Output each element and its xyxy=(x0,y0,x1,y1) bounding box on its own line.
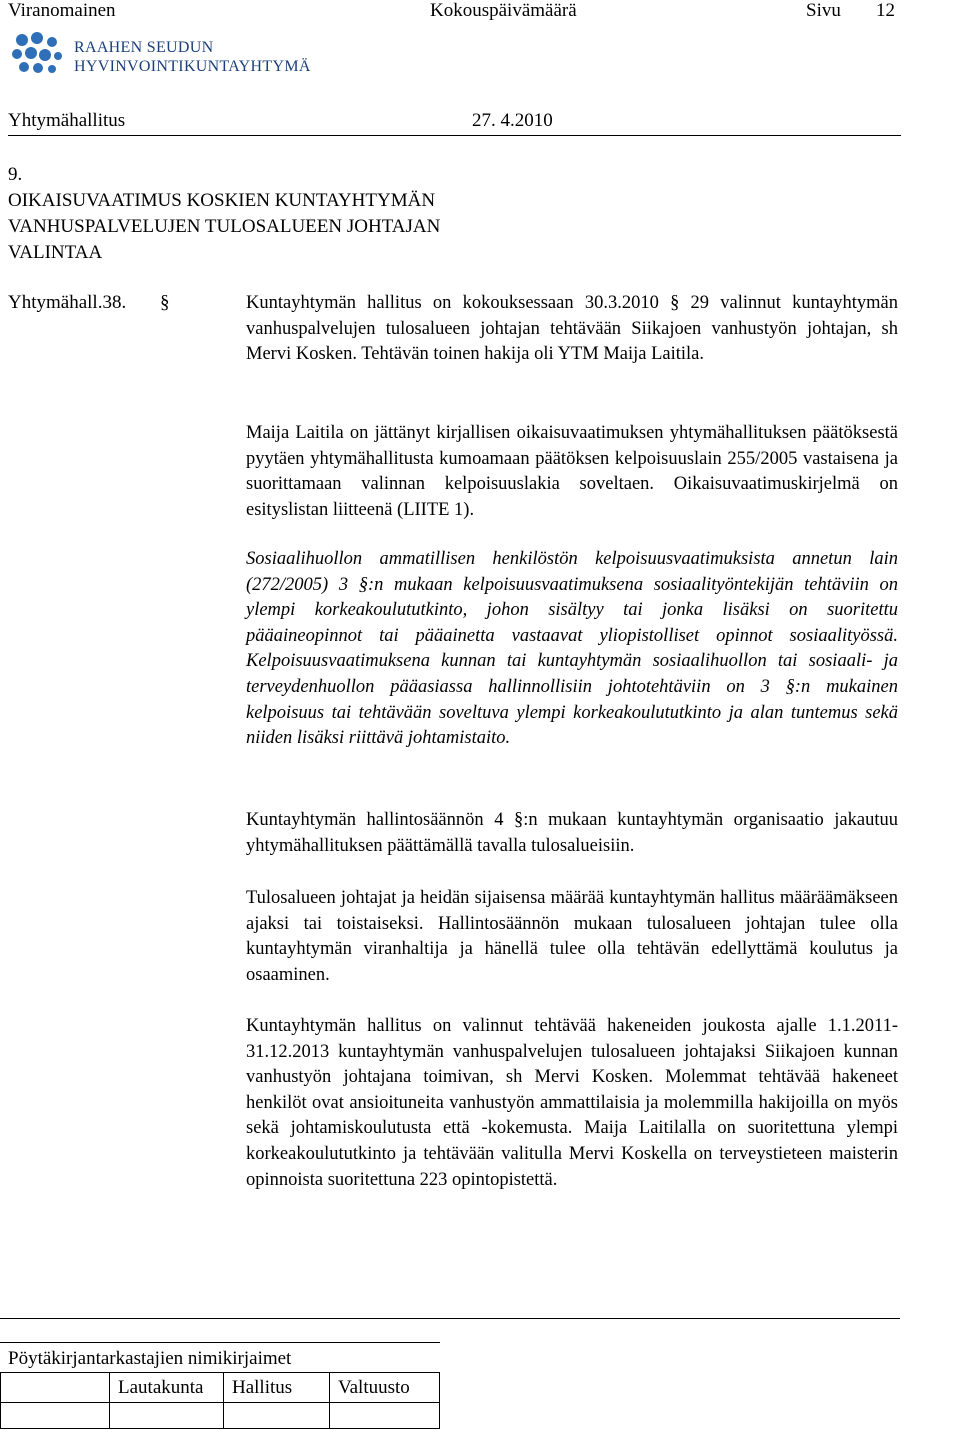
paragraph-2: Maija Laitila on jättänyt kirjallisen oikaisuvaatimuksen yhtymähallituksen päätöksestä pyytäen yhtymähallitusta kumoamaan päätöksen kelpoisuuslain 255/2005 vastaisena ja suorittamaan valinnan kelpoisuuslakia soveltaen. Oikaisuvaatimuskirjelmä on esityslistan liitteenä (LIITE 1). xyxy=(246,423,898,520)
header-authority-label: Viranomainen xyxy=(8,0,116,21)
paragraph-5: Tulosalueen johtajat ja heidän sijaisensa määrää kuntayhtymän hallitus määräämäkseen ajaksi tai toistaiseksi. Hallintosäännön mukaan tulosalueen johtajan tulee olla kuntayhtymän viranhaltija ja hänellä tulee olla tehtävän edellyttämä koulutus ja osaaminen. xyxy=(246,888,898,985)
item-reference-symbol: § xyxy=(160,292,170,313)
meeting-date: 27. 4.2010 xyxy=(472,110,553,131)
signature-cell-lautakunta[interactable] xyxy=(110,1402,224,1428)
paragraph-6: Kuntayhtymän hallitus on valinnut tehtävää hakeneiden joukosta ajalle 1.1.2011-31.12.2013 kuntayhtymän vanhuspalvelujen tulosalueen johtajaksi Siikajoen kunnan vanhustyön johtajana toimivan, sh Mervi Kosken. Molemmat tehtävää hakeneet henkilöt ovat ansioituneita vanhustyön ammattilaisia ja molemmilla hakijoilla on myös sekä johtamiskoulutusta että -kokemusta. Maija Laitilalla on suoritettuna ylempi korkeakoulututkinto ja tehtävään valitulla Mervi Koskella on terveystieteen maisterin opinnoista suoritettuna 223 opintopistettä. xyxy=(246,1016,898,1190)
header-page-label: Sivu xyxy=(806,0,841,21)
signature-table xyxy=(0,1372,440,1403)
header-divider xyxy=(8,135,901,136)
logo-line-1: RAAHEN SEUDUN xyxy=(74,39,214,56)
item-title-line-3: VALINTAA xyxy=(8,242,103,263)
signature-cell-hallitus[interactable] xyxy=(224,1402,330,1428)
item-title-line-1: OIKAISUVAATIMUS KOSKIEN KUNTAYHTYMÄN xyxy=(8,190,436,211)
logo-line-2: HYVINVOINTIKUNTAYHTYMÄ xyxy=(74,58,311,75)
footer-label-top-rule xyxy=(0,1342,440,1343)
header-page-number: 12 xyxy=(876,0,895,21)
meeting-body: Yhtymähallitus xyxy=(8,110,126,131)
signature-header-valtuusto: Valtuusto xyxy=(338,1377,410,1398)
footer-divider xyxy=(0,1318,900,1319)
signature-header-hallitus: Hallitus xyxy=(224,1373,330,1402)
paragraph-4: Kuntayhtymän hallintosäännön 4 §:n mukaan kuntayhtymän organisaatio jakautuu yhtymähallituksen päättämällä tavalla tulosalueisiin. xyxy=(246,810,898,856)
paragraph-1: Kuntayhtymän hallitus on kokouksessaan 30.3.2010 § 29 valinnut kuntayhtymän vanhuspalvelujen tulosalueen johtajan tehtävään Siikajoen vanhustyön johtajan, sh Mervi Kosken. Tehtävän toinen hakija oli YTM Maija Laitila. xyxy=(246,293,898,365)
item-title-line-2: VANHUSPALVELUJEN TULOSALUEEN JOHTAJAN xyxy=(8,216,441,237)
signature-cell-valtuusto[interactable] xyxy=(330,1402,438,1428)
footer-initials-label: Pöytäkirjantarkastajien nimikirjaimet xyxy=(8,1348,292,1369)
signature-header-lautakunta: Lautakunta xyxy=(110,1373,224,1402)
signature-row-blank xyxy=(1,1402,110,1428)
dots-cluster-logo-icon xyxy=(12,32,62,76)
header-meeting-date-label: Kokouspäivämäärä xyxy=(430,0,577,21)
item-reference: Yhtymähall.38. xyxy=(8,292,127,313)
signature-row xyxy=(0,1402,440,1429)
paragraph-3: Sosiaalihuollon ammatillisen henkilöstön kelpoisuusvaatimuksista annetun lain (272/2005) 3 §:n mukaan kelpoisuusvaatimuksena sosiaalityöntekijän tehtäviin on ylempi korkeakoulututkinto, johon sisältyy tai jonka lisäksi on suoritettu pääaineopinnot tai pääainetta vastaavat yliopistolliset opinnot sosiaalityössä. Kelpoisuusvaatimuksena kunnan tai kuntayhtymän sosiaalihuollon tai sosiaali- ja terveydenhuollon pääasiassa hallinnollisiin johtotehtäviin on 3 §:n mukainen kelpoisuus tai tehtävään soveltuva ylempi korkeakoulututkinto ja alan tuntemus sekä niiden lisäksi riittävä johtamistaito. xyxy=(246,549,898,749)
item-number: 9. xyxy=(8,164,23,185)
signature-blank-cell xyxy=(1,1373,110,1402)
